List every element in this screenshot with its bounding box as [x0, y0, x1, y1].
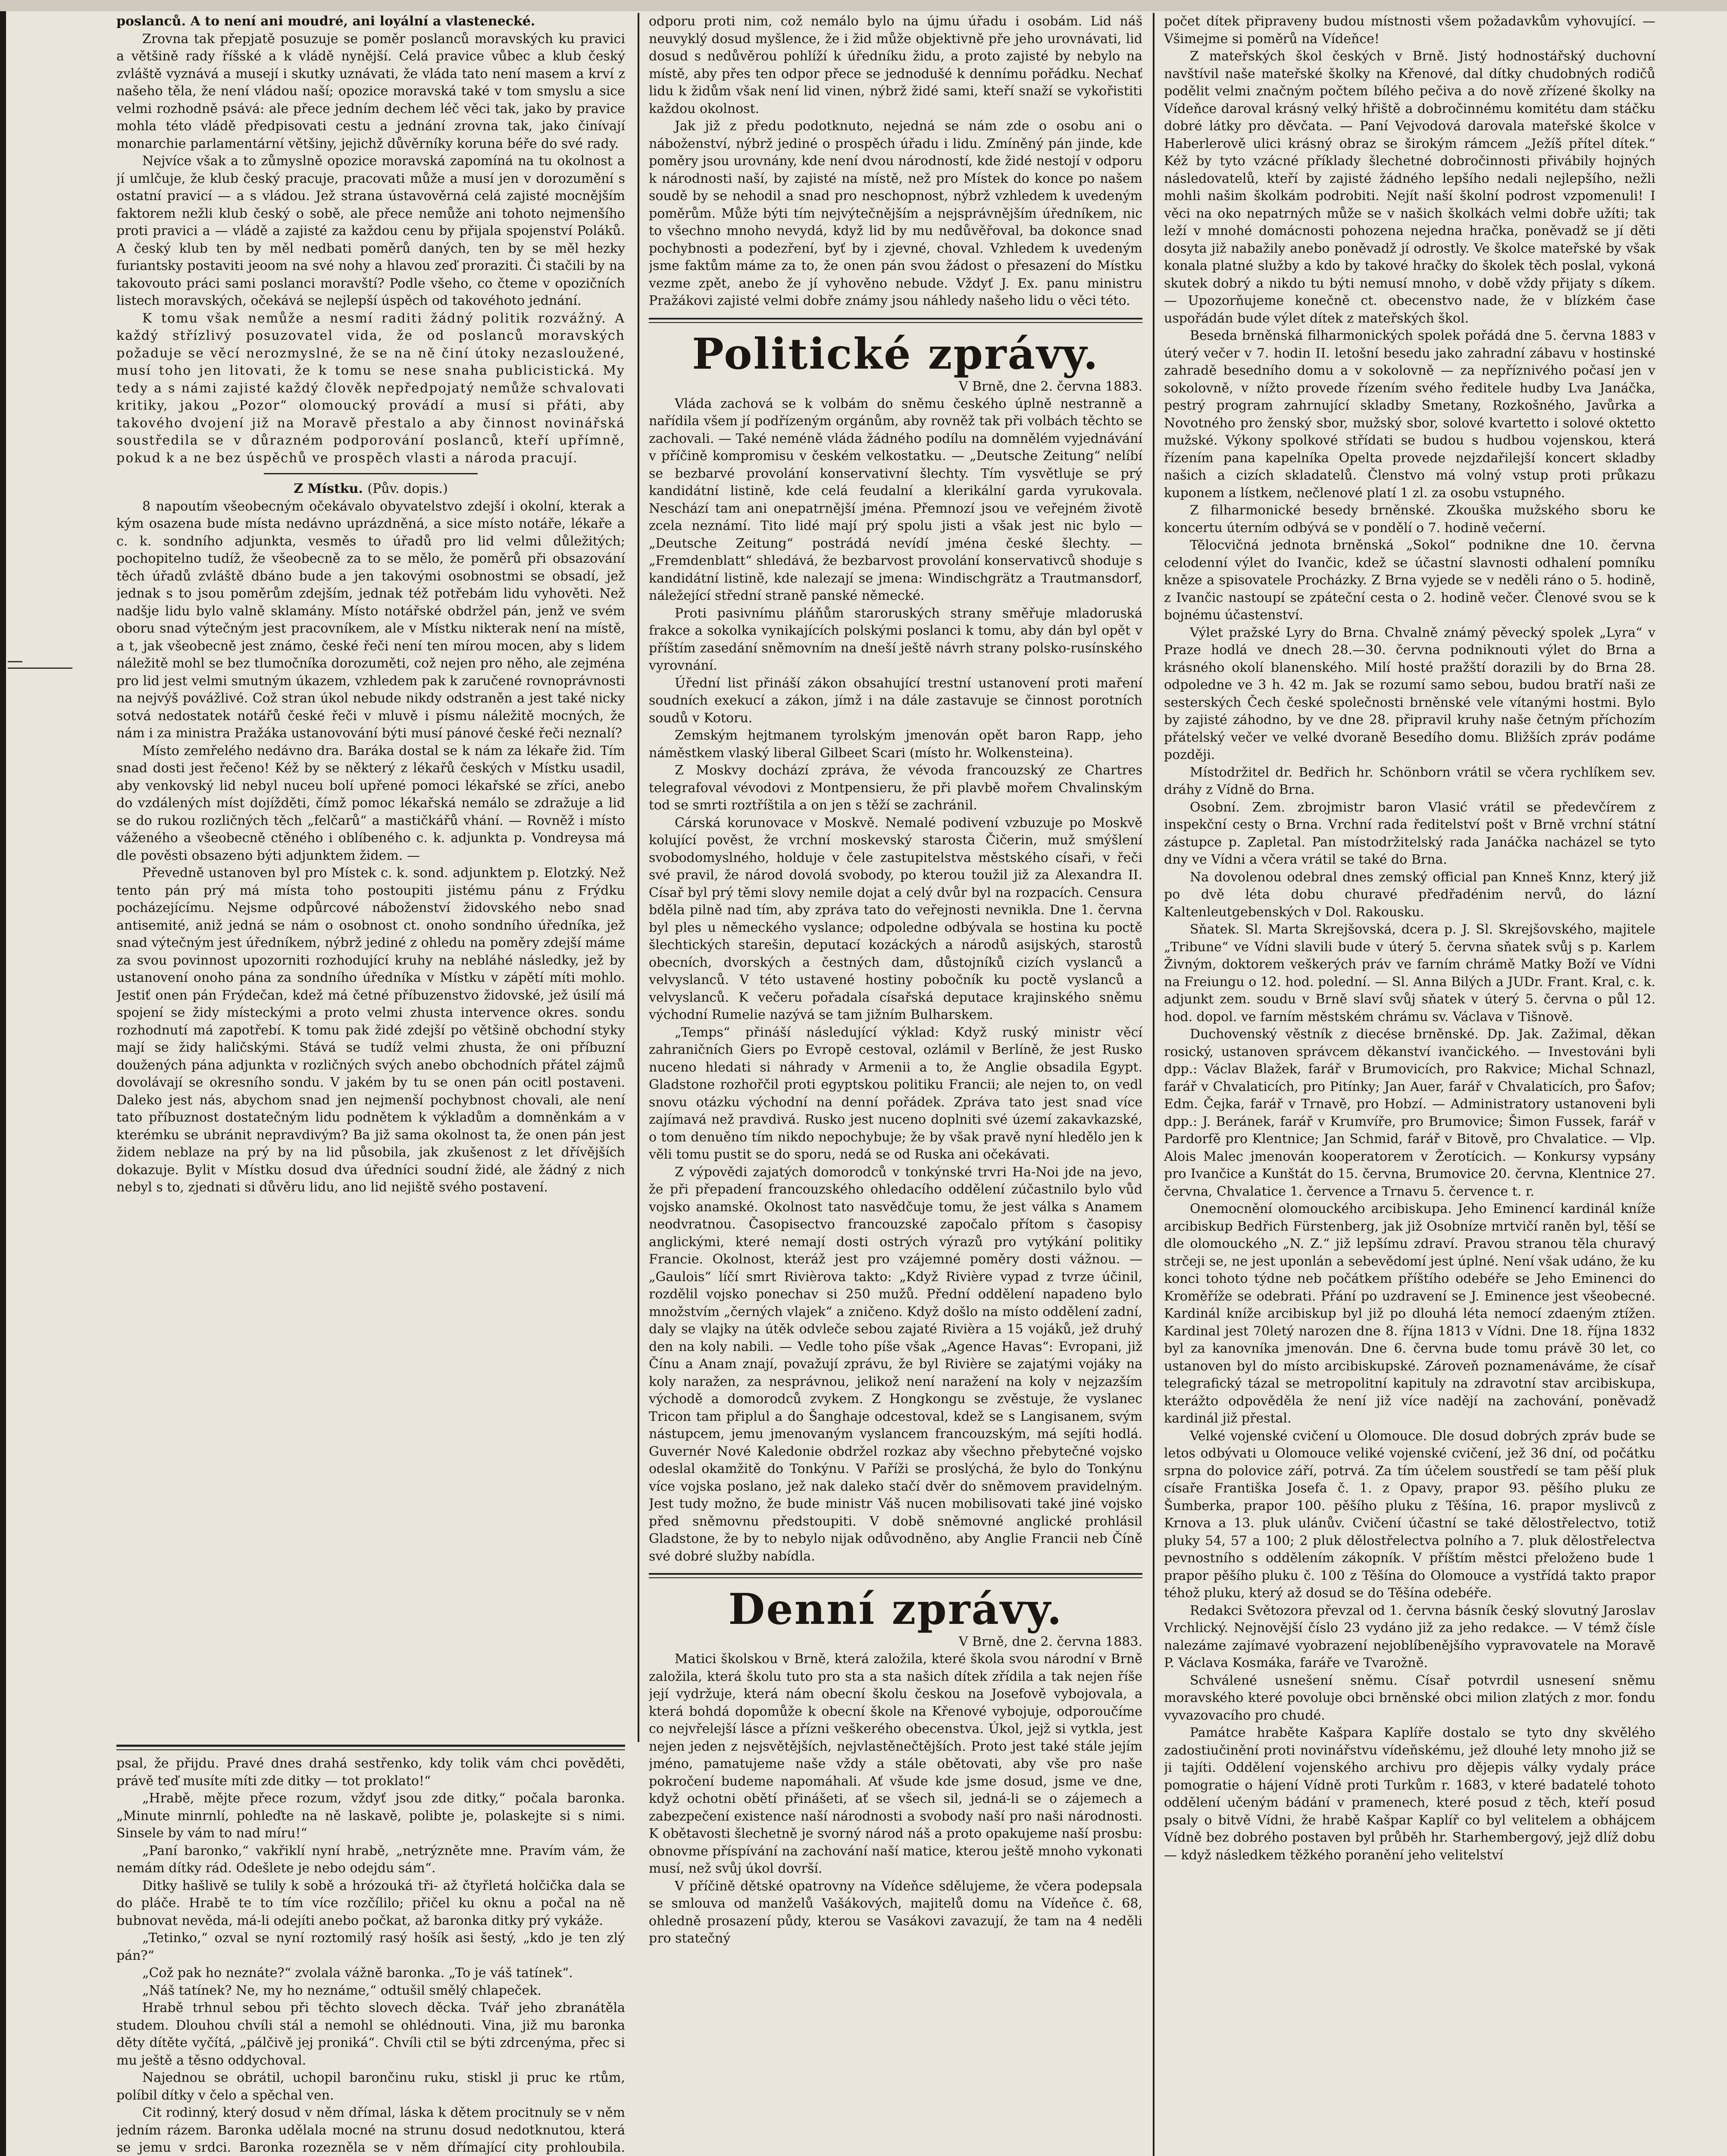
feuilleton-p6: „Což pak ho neznáte?“ zvolala vážně baronka. „To je váš tatínek“.	[142, 1965, 573, 1981]
col3-p9: Na dovolenou odebral dnes zemský official pan Knneš Knnz, který již po dvě léta dobu churavé předřadénim nervů, do lázní Kaltenleutgebenských v Dol. Rakousku.	[1164, 869, 1655, 920]
col2-p2: Jak již z předu podotknuto, nejedná se nám zde o osobu ani o náboženství, nýbrž jediné o prospěch úřadu i lidu. Zmíněný pán jinde, kde poměry jsou urovnány, kde není dvou národností, kde židé nestojí v odporu k národnosti naší, by zajisté na místě, než pro Místek do konce po našem soudě by se nehodil a snad pro neschopnost, nýbrž vzhledem k uvedeným poměrům. Může býti tím nejvýtečnějším a nejsprávnějším úředníkem, nic to všechno mnoho nevydá, když lid by mu nedůvěřoval, ba dokonce snad pochybnosti a podezření, byť by i zjevné, choval. Vzhledem k uvedeným jsme faktům máme za to, že onen pán svou žádost o přesazení do Místku vezme zpět, anebo že jí vyhověno nebude. Vždyť J. Ex. panu ministru Pražákovi zajisté velmi dobře známy jsou náhledy našeho lidu o věci této.	[649, 119, 1142, 308]
col3-p11: Duchovenský věstník z diecése brněnské. Dp. Jak. Zažimal, děkan rosický, ustanoven správcem děkanství ivančického. — Investováni byli dpp.: Václav Blažek, farář v Brumovicích, pro Rakvice; Michal Schnazl, farář v Chvalaticích, pro Pitínky; Jan Auer, farář v Chvalaticích, pro Šafov; Edm. Čejka, farář v Trnavě, pro Hobzí. — Administratory ustanoveni byli dpp.: J. Beránek, farář v Krumvíře, pro Brumovice; Šimon Fussek, farář v Pardorfě pro Klentnice; Jan Schmid, farář v Bitově, pro Chvalatice. — Vlp. Alois Malec jmenován kooperatorem v Žerotícich. — Konkursy vypsány pro Ivančice a Kunštát do 15. června, Brumovice 20. června, Klentnice 27. června, Chvalatice 1. července a Trnavu 5. července t. r.	[1164, 1027, 1655, 1199]
col2-p1: odporu proti nim, což nemálo bylo na újmu úřadu i osobám. Lid náš neuvyklý dosud myšlence, že i žid může objektivně pře jeho urovnávati, lid dosud s nedůvěrou pohlíží k úředníku židu, a proto zajisté by nebylo na místě, aby přes ten odpor přece se jednodušé k dennímu pořádku. Nechať lidu k židům však není lid vinen, nýbrž židé sami, kteří snaží se vykořistiti každou okolnost.	[649, 14, 1142, 116]
dateline-daily: V Brně, dne 2. června 1883.	[958, 1634, 1142, 1649]
col3-p8: Osobní. Zem. zbrojmistr baron Vlasić vrátil se předevčírem z inspekční cesty o Brna. Vrchní rada ředitelství pošt v Brně vrchní státní zástupce p. Zapletal. Pan místodržitelský rada Janáčka nacházel se tyto dny ve Vídni a včera vrátil se také do Brna.	[1164, 799, 1655, 867]
col2-p5: Úřední list přináší zákon obsahující trestní ustanovení proti maření soudních exekucí a zákon, jímž i na dále zastavuje se činnost porotních soudů v Kotoru.	[649, 675, 1142, 726]
column-rule	[1153, 13, 1154, 2156]
feuilleton-column	[116, 1755, 625, 2156]
column-3	[1164, 13, 1655, 2156]
col1-p1: poslanců. A to není ani moudré, ani loyální a vlastenecké.	[116, 14, 535, 29]
section-divider	[649, 1573, 1142, 1578]
feuilleton-p1: psal, že přijdu. Pravé dnes drahá sestřenko, kdy tolik vám chci pověděti, právě teď musíte míti zde ditky — tot proklato!“	[116, 1756, 625, 1789]
col3-p6: Výlet pražské Lyry do Brna. Chvalně známý pěvecký spolek „Lyra“ v Praze hodlá ve dnech 28.—30. června podniknouti výlet do Brna a krásného okolí blanenského. Milí hosté pražští dorazili by do Brna 28. odpoledne ve 3 h. 42 m. Jak se rozumí samo sebou, budou bratří naši ze sesterských Čech české společnosti brněnské vele vítanými hostmi. Bylo by zajisté záhodno, by ve dne 28. připravil kruhy naše četným příchozím přátelský večer ve velké dvoraně Besedího domu. Bližších zpráv podáme později.	[1164, 625, 1655, 762]
feuilleton-rule	[116, 1745, 625, 1750]
col3-p14: Redakci Světozora převzal od 1. června básník český slovutný Jaroslav Vrchlický. Nejnovější číslo 23 vydáno již za jeho redakce. — V témž čísle nalezáme zajímavé vyobrazení nejoblíbenějšího vypravovatele na Moravě P. Václava Kosmáka, faráře ve Tvarožně.	[1164, 1603, 1655, 1670]
top-margin-strip	[0, 0, 1727, 11]
col3-p3: Beseda brněnská filharmonických spolek pořádá dne 5. června 1883 v úterý večer v 7. hodin II. letošní besedu jako zahradní zábavu v hostinské zahradě besedního domu a v sokolovně — za nepříznivého počasí jen v sokolovně, v nížto provede řízením svého ředitele hudby Lva Janáčka, pestrý program zahrnující skladby Smetany, Rozkošného, Javůrka a Novotného pro ženský sbor, mužský sbor, solové kvartetto i solové oktetto mužské. Výkony spolkové střídati se budou s hudbou vojenskou, která řízením pana kapelníka Opelta provede nejzdařilejší koncert skladby našich a cizích skladatelů. Členstvo má volný vstup proti průkazu kuponem a lístkem, nečlenové platí 1 zl. za osobu vstupného.	[1164, 328, 1655, 501]
margin-mark	[8, 661, 22, 662]
col3-p5: Tělocvičná jednota brněnská „Sokol“ podnikne dne 10. června celodenní výlet do Ivančic, kdež se účastní slavnosti odhalení pomníku kněze a spisovatele Procházky. Z Brna vyjede se v neděli ráno o 5. hodině, z Ivančic nastoupí se zpáteční cesta o 2. hodině večer. Členové svou se k bojnému účastenství.	[1164, 538, 1655, 623]
col1-p2: Zrovna tak přepjatě posuzuje se poměr poslanců moravských ku pravici a většině rady říšské a k vládě nynější. Celá pravice vůbec a klub český zvláště vyznává a musejí i skutky uznávati, že vláda tato není masem a krví z našeho těla, že není vládou naší; opozice moravská také v tom smyslu a sice velmi rozhodně psává: ale přece jedním dechem léč věci tak, jako by pravice mohla této vládě předpisovati cestu a jednání zrovna tak, jako činívají monarchie parlamentární většiny, jejichž důvěrníky koruna béře do své rady.	[116, 31, 625, 151]
feuilleton-p8: Hrabě trhnul sebou při těchto slovech děcka. Tvář jeho zbranátěla studem. Dlouhou chvíli stál a nemohl se ohlédnouti. Vina, již mu baronka děty dítěte vyčítá, „pálčivě jej proniká“. Chvíli ctil se býti zdrcenýma, přec si mu ještě a těsno oddychoval.	[116, 2000, 625, 2068]
section-title-text: Z Místku.	[294, 481, 363, 496]
col2-p8: Cárská korunovace v Moskvě. Nemalé podivení vzbuzuje po Moskvě kolující pověst, že vrchní moskevský starosta Čičerin, muž smýšlení svobodomyslného, holduje v čele zastupitelstva městského císaři, v řeči své pravil, že národ dovolá svobody, po kterou toužil již za Alexandra II. Císař byl prý těmi slovy nemile dojat a celý dvůr byl na rozpacích. Censura bděla pilně nad tím, aby zpráva tato do veřejnosti nevnikla. Dne 1. června byl ples u německého vyslance; odpoledne odbývala se hostina ku poctě šlechtických starešin, deputací kozáckých a národů asijských, starostů obecních, dvorských a čestných dam, důstojníků cizích vyslanců a velvyslanců. V této ustavené hostiny pobočník ku poctě vyslanců a velvyslanců. K večeru pořadala císařská deputace krajinského sněmu východní Rumelie nazývá se tam jižním Bulharskem.	[649, 815, 1142, 1022]
feuilleton-p5: „Tetinko,“ ozval se nyní roztomilý rasý hošík asi šestý, „kdo je ten zlý pán?“	[116, 1930, 625, 1963]
section-divider	[649, 318, 1142, 323]
col1-p3: Nejvíce však a to zůmyslně opozice moravská zapomíná na tu okolnost a jí umlčuje, že klub český pracuje, pracovati může a musí jen v dorozumění s ostatní pravicí — a s vládou. Jež strana ústavověrná celá zajisté mocnějším faktorem nežli klub český o sobě, ale přece nemůže ani tohoto nejmenšího proti pravici a — vládě a zajisté za každou cenu by přijala spojenství Poláků. A český klub ten by měl nedbati poměrů daných, ten by se měl hezky furiantsky postaviti jeoom na své nohy a hlavou zeď proraziti. Či stačili by na takovouto práci sami poslanci moravští? Podle všeho, co čteme v opozičních listech moravských, očekává se nejlepší úspěch od takovéhoto jednání.	[116, 154, 625, 308]
section-title-mistek	[116, 480, 625, 498]
col2-p6: Zemským hejtmanem tyrolským jmenován opět baron Rapp, jeho náměstkem vlaský liberal Gilbeet Scari (místo hr. Wolkensteina).	[649, 728, 1142, 761]
col2-p12: V příčině dětské opatrovny na Vídeňce sdělujeme, že včera podepsala se smlouva od manželů Vašákových, majitelů domu na Vídeňce č. 68, ohledně prosazení půdy, kterou se Vasákovi zavazují, že tam na 4 neděli pro statečný	[649, 1878, 1142, 1946]
col3-p10: Sňatek. Sl. Marta Skrejšovská, dcera p. J. Sl. Skrejšovského, majitele „Tribune“ ve Vídni slavili bude v úterý 5. června sňatek svůj s p. Karlem Živným, doktorem veškerých práv ve farním chrámě Matky Boží ve Vídni na Freiungu o 12. hod. polední. — Sl. Anna Bilých a JUDr. Frant. Kral, c. k. adjunkt zem. soudu v Brně slaví svůj sňatek v úterý 5. června o půl 12. hod. dopol. ve farním městském chrámu sv. Václava v Tišnově.	[1164, 922, 1655, 1025]
col1-p5: 8 napoutím všeobecným očekávalo obyvatelstvo zdejší i okolní, kterak a kým osazena bude místa nedávno uprázdněná, a sice místo notáře, lékaře a c. k. sondního adjunkta, vesměs to úřadů pro lid velmi důležitých; pochopitelno tudíž, že všeobecně za to se mělo, že poměrů při obsazování těch úřadů zvláště dbáno bude a jen takovými osobnostmi se obsadí, jež jednak s to jsou poměrům zdejším, jednak též potřebám lidu vyhověti. Než nadšje lidu bylo valně sklamány. Místo notářské obdržel pán, jenž ve svém oboru snad výtečným jest pracovníkem, ale v Místku nikterak není na místě, a t, jak všeobecně jest známo, české řeči není ten mírou mocen, aby s lidem náležitě mohl se bez tlumočníka dorozuměti, což nejen pro něho, ale zejména pro lid jest velmi smutným úkazem, vzhledem pak k zaručené rovnoprávnosti na nejvýš povážlivé. Což stran úkol nebude nikdy odstraněn a jest také nicky sotvá nedostatek notářů české řeči v mluvě i písmu náležitě mocných, že nám i za ministra Pražáka ustanovování býti musí pánové české řeči neznalí?	[116, 498, 625, 741]
col2-p3: Vláda zachová se k volbám do sněmu českého úplně nestranně a nařídila všem jí podřízeným orgánům, aby rovněž tak při volbách těchto se zachovali. — Také neméně vláda žádného podílu na domnělém vyjednávání v příčině kompromisu v českém velkostatku. — „Deutsche Zeitung“ nelíbí se bezbarvé provolání konservativní šlechty. Tím vysvětluje se prý kandidátní listině, kde celá feudalní a klerikální garda vyrukovala. Neschází tam ani onepatrnější jména. Přemnozí jsou ve veřejném životě zcela neznámí. Tito lidé mají prý spolu jisti a však jest nic bylo — „Deutsche Zeitung“ postrádá nevídí jména české šlechty. — „Fremdenblatt“ shledává, že bezbarvost provolání konservativců shoduje s kandidátní listině, kde nalezají se jmena: Windischgrätz a Trautmansdorf, náležející střední straně panské německé.	[649, 396, 1142, 603]
col1-p4: K tomu však nemůže a nesmí raditi žádný politik rozvážný. A každý střízlivý posuzovatel vida, že od poslanců moravských požaduje se věcí nerozmyslné, že se na ně činí útoky nezasloužené, musí toho jen litovati, že k tomu se nese snaha publicistická. My tedy a s námi zajisté každý člověk nepředpojatý nemůže schvalovati kritiky, jakou „Pozor“ olomoucký provádí a musí si přáti, aby takového dvojení již na Moravě přestalo a aby činnost novinářská soustředila se v důrazném podporování poslanců, kteří upřímně, pokud k a ne bez úspěchů ve prospěch vlasti a národa pracují.	[116, 310, 625, 466]
heading-denni-zpravy: Denní zprávy.	[728, 1585, 1063, 1634]
feuilleton-p4: Ditky hašlivě se tulily k sobě a hrózouká tři- až čtyřletá holčička dala se do pláče. Hrabě te to tím více rozčílilo; přičel ku oknu a počal na ně bubnovat nevěda, má-li odejíti anebo počkat, až baronka ditky prý vykáže.	[116, 1878, 625, 1928]
col3-p15: Schválené usnešení sněmu. Císař potvrdil usnesení sněmu moravského které povoluje obci brněnské obci milion zlatých z mor. fondu vyvazovacího pro chudé.	[1164, 1673, 1655, 1723]
section-subtitle: (Pův. dopis.)	[367, 481, 448, 496]
col3-p13: Velké vojenské cvičení u Olomouce. Dle dosud dobrých zpráv bude se letos odbývati u Olomouce veliké vojenské cvičení, jež 36 dní, od počátku srpna do polovice září, potrvá. Za tím účelem soustředí se tam pěší pluk císaře Františka Josefa č. 1. z Opavy, prapor 93. pěšího pluku ze Šumberka, prapor 100. pěšího pluku z Těšína, 16. prapor myslivců z Krnova a 13. pluk ulánův. Cvičení účastní se také dělostřelectvo, totiž pluky 54, 57 a 100; 2 pluk dělostřelectva polního a 7. pluk dělostřelectva pevnostního s oddělením zákopník. V příštím městci přeloženo bude 1 prapor pěšího pluku č. 100 z Těšína do Olomouce a vystřídá takto prapor téhož pluku, který až dosud se do Těšína odebéře.	[1164, 1428, 1655, 1601]
col2-p4: Proti pasivnímu pláňům staroruských strany směřuje mladoruská frakce a sokolka vynikajících polskými poslanci k tomu, aby dán byl opět v příštím zasedání sněmovním na dneší ještě návrh strany polsko-rusínského vyrovnání.	[649, 605, 1142, 673]
col1-p7: Převedně ustanoven byl pro Místek c. k. sond. adjunktem p. Elotzký. Než tento pán prý má místa toho postoupiti jistému pánu z Frýdku pocházejícímu. Nejsme odpůrcové náboženství židovského nebo snad antisemité, aniž jedná se nám o osobnost ct. onoho sondního úředníka, jež snad výtečným jest úředníkem, nýbrž jediné z ohledu na poměry zdejší máme za svou povinnost upozorniti rozhodující kruhy na nebláhé následky, jež by ustanovení onoho pána za sondního úředníka v Místku v zápětí míti mohlo. Jestiť onen pán Frýdečan, kdež má četné příbuzenstvo židovské, jež úsilí má spojení se židy místeckými a proto velmi zhusta intervence okres. sondu rozhodnutí má zapotřebí. K tomu pak židé zdejší po většině obchodní styky mají se židy haličskými. Stává se tudíž velmi zhusta, že oni příbuzní doužených pána adjunkta v rozličných svých anebo obchodních přátel zájmů dovolávají se okresního sondu. V jakém by tu se onen pán ocitl postaveni. Dalekо jest nás, abychom snad jen nejmenší pochybnost chovali, ale není tato příbuznost dostatečným lidu podnětem k výkladům a domněnkám a v kterémku se ubránit nepravdivým? Ba již sama okolnost ta, že onen pán jest židem neblaze na prý by na lid působila, jak zkušenost z let dřívějších dokazuje. Bylit v Místku dosud dva úředníci soudní židé, ale žádný z nich nebyl s to, zjednati si důvěru lidu, ano lid nejiště svého postavení.	[116, 865, 625, 1195]
column-rule	[638, 13, 639, 1742]
col2-p10: Z výpovědi zajatých domorodců v tonkýnské trvri Ha-Noi jde na jevo, že při přepadení francouzského ohledacího oddělení zúčastnilo bylo vůd vojsko anamské. Okolnost tato nasvědčuje tomu, že jest válka s Anamem neodvratnou. Časopisectvo francouzské započalo přítom s časopisy anglickými, které nemají dosti ostrých výrazů pro vytýkání politiky Francie. Okolnost, kteráž jest pro vzájemné poměry dosti vážnou. — „Gaulois“ líčí smrt Rivièrova takto: „Když Rivière vypad z tvrze účinil, rozdělil vojsko ponechav si 250 mužů. Přední oddělení napadeno bylo množstvím „černých vlajek“ a zničeno. Když došlo na místo oddělení zadní, daly se vlajky na útěk odvleče sebou zajaté Rivièra a 15 vojáků, jež druhý den na koly nabili. — Vedle toho píše však „Agence Havas“: Evropani, již Čínu a Anam znají, považují zprávu, že byl Rivière se zajatými vojáky na koly naražen, za nesprávnou, jelikož není naražení na koly v nejzazším východě a domorodců zvykem. Z Hongkongu se zvěstuje, že vyslanec Tricon tam připlul a do Šanghaje odcestoval, kdež se s Langisanem, svým nástupcem, jemu jmenovaným vyslancem francouzským, má sejíti hodlá. Guvernér Nové Kaledonie obdržel rozkaz aby všechno přebytečné vojsko odeslal okamžitě do Tonkýnu. V Paříži se proslýchá, že bylo do Tonkýnu více vojska poslano, jež nak daleko stačí dvěr do sněmovem pravidelným. Jest tudy možno, že bude ministr Váš nucen mobilisovati také jiné vojsko před sněmovnu předstoupiti. V době sněmovné anglické prohlásil Gladstone, že by to nebylo nijak odůvodněno, aby Anglie Francii neb Číně své dobré služby nabídla.	[649, 1164, 1142, 1564]
col1-p6: Místo zemřelého nedávno dra. Baráka dostal se k nám za lékaře žid. Tím snad dosti jest řečeno! Kéž by se některý z lékařů českých v Místku usadil, aby venkovský lid nebyl nuceu bolí upřené pomoci lékařské se zříci, anebo do vzdálených míst dojížděti, čímž pomoc lékařská nemálo se zdražuje a lid se do rukou rozličných těch „felčarů“ a mastičkářů vhání. — Rovněž i místo váženého a všeobecně ctěného i oblíbeného c. k. adjunkta p. Vondreysa má dle pověsti obsazeno býti adjunktem židem. —	[116, 743, 625, 863]
section-divider	[264, 473, 478, 474]
feuilleton-p7: „Náš tatínek? Ne, my ho neznáme,“ odtušil smělý chlapeček.	[142, 1983, 541, 1998]
column-2	[649, 13, 1142, 2156]
page-edge-shadow	[0, 0, 6, 2156]
feuilleton-p2: „Hrabě, mějte přece rozum, vždyť jsou zde ditky,“ počala baronka. „Minute minrnlí, pohleďte na ně laskavě, polibte je, polaskejte si s nimi. Sinsele by vám to nad míru!“	[116, 1791, 625, 1841]
col3-p4: Z filharmonické besedy brněnské. Zkouška mužského sboru ke koncertu úterním odbývá se v pondělí o 7. hodině večerní.	[1164, 503, 1655, 536]
col2-p9: „Temps“ přináší následující výklad: Když ruský ministr věcí zahraničních Giers po Evropě cestoval, ozlámil v Berlíně, že jest Rusko nucenо hledati si náhrady v Armenii a to, že Anglie obsadila Egypt. Gladstone rozhořčil proti egyptskou politiku Francii; ale nejen to, on vedl snovu otázku východní na denní pořádek. Zpráva tato jest snad více zajímavá než pravdivá. Rusko jest nucenо doplniti své území zakavkazské, o tom denuěno tím nikdo nepochybuje; že by však pravě nyní hledělo jen k věli tomu pustit se do sporu, nedá se od Ruska ani očekávati.	[649, 1025, 1142, 1162]
col3-p16: Památce hraběte Kašpara Kaplíře dostalo se tyto dny skvělého zadostiučinění proti novinářstvu vídeňskému, jež dlouhé lety mnoho již se ji tajíti. Oddělení vojenského archivu pro dějepis války vydaly práce pomogratie o hájení Vídně proti Turkům r. 1683, v které badatelé tohoto oddělení učeným bádání v pramenech, které posud z těch, kteří posud psaly o bitvě Vídni, že hrabě Kašpar Kaplíř co byl velitelem a obhájcem Vídně bez dobrého postaven byl průběh hr. Starhembergový, jejž dlíž dobu — když následkem těžkého poranění jeho velitelství	[1164, 1725, 1655, 1863]
col3-p2: Z mateřských škol českých v Brně. Jistý hodnostářský duchovní navštívil naše mateřské školky na Křenové, dal dítky chudobných rodičů podělit velmi značným počtem bílého pečiva a do nově zřízené školky na Vídeňce daroval krásný velký hřiště a dobročinnému komitétu dam stáčku dobré látky pro děvčata. — Paní Vejvodová darovala mateřské školce v Haberlerově ulici krásný obraz se širokým rámcem „Ježíš přítel dítek.“ Kéž by tyto vzácné příklady šlechetné dobročinnosti přivábily hojných následovatelů, kteří by zajisté žádného lepšího nedali nejlepšího, nežli mohli našim školkám podrobiti. Nejít naší školní podrost vzpomenuli! I věci na oko nepatrných může se v našich školkách velmi dobře užíti; tak leží v mnohé domácnosti pohozena nejedna hračka, poněvadž se jí děti dosyta již nabažily anebo poněvadž jí odrostly. Ve školce mateřské by však konala platné služby a kdo by takové hračky do školek těch poslal, vykoná skutek dobrý a nikdo tu býti nemusí mnoho, v době vždy přijaty s díkem. — Upozorňujeme konečně ct. obecenstvo nade, že v blízkém čase uspořádán bude výlet dítek z mateřských škol.	[1164, 49, 1655, 326]
feuilleton-p3: „Paní baronko,“ vakřiklí nyní hrabě, „netrýzněte mne. Pravím vám, že nemám dítky rád. Odešlete je nebo odejdu sám“.	[116, 1843, 625, 1876]
feuilleton-p9: Najednou se obrátil, uchopil barončinu ruku, stiskl ji pruc ke rtům, políbil dítky v čelo a spěchal ven.	[116, 2070, 625, 2103]
feuilleton-p10: Cit rodinný, který dosud v něm dřímal, láska k dětem procitnuly se v něm jedním rázem. Baronka udělala mocné na strunu dosud nedotknutou, která se jemu v srdci. Baronka rozezněla se v něm dřímající city prohloubila.	[116, 2105, 625, 2155]
dateline-political: V Brně, dne 2. června 1883.	[958, 379, 1142, 394]
col3-p1: počet dítek připraveny budou místnosti všem požadavkům vyhovující. — Všimejme si poměrů na Vídeňce!	[1164, 14, 1655, 47]
column-1	[116, 13, 625, 1742]
heading-politicke-zpravy: Politické zprávy.	[692, 329, 1099, 379]
col3-p7: Místodržitel dr. Bedřich hr. Schönborn vrátil se včera rychlíkem sev. dráhy z Vídně do Brna.	[1164, 765, 1655, 797]
col2-p11: Matici školskou v Brně, která založila, které škola svou národní v Brně založila, která školu tuto pro sta a sta našich dítek zřídila a tak nejen říše její vydržuje, která nám obecní školu českou na Josefově vybojovala, a která bohdá dopomůže k obecní škole na Křenové vybojuje, odporoučíme co nejvřelejší lásce a přízni veškerého obecenstva. Úkol, jejž si vytkla, jest nejen jeden z nejsvětějších, nejvlastěnečtějších. Proto jest také stále jejím jméno, pamatujeme naše vždy a stále obětovati, aby vše pro naše pokročení budeme napomáhali. Ať všude kde jsme dosud, jsme ve dne, když ochotni obětí přinášeti, ať se všech sil, jedná-li se o zájemech a zabezpečení existence naší národnosti a svobody naší pro naši národnosti. K obětavosti šlechetně je svorný národ náš a proto opakujeme naší prosbu: obnovme příspívání na zachování naší matice, kterou ještě mnoho vykonati musí, než svůj úkol dovrší.	[649, 1651, 1142, 1876]
col2-p7: Z Moskvy dochází zpráva, že vévoda francouzský ze Chartres telegrafoval vévodovi z Montpensieru, že při plavbě mořem Chvalinským tod se smrti roztříštila a on jen s těží se zachránil.	[649, 763, 1142, 813]
margin-mark	[8, 667, 72, 669]
col3-p12: Onemocnění olomouckého arcibiskupa. Jeho Eminencí kardinál kníže arcibiskup Bedřich Fürstenberg, jak již Osobníze mrtvičí raněn byl, těší se dle olomouckého „N. Z.“ již lepšímu zdraví. Pravou stranou těla churavý strčeji se, ne jest uponlán a sebevědomí jest úplné. Není však udáno, že ku konci tohoto týdne neb počátkem příštího odebéře se Jeho Eminenci do Kroměříže se odebrati. Přání po uzdravení se J. Eminence jest všeobecné. Kardinál kníže arcibiskup byl již po dlouhá léta nemocí zdaeným ztížen. Kardinal jest 70letý narozen dne 8. října 1813 v Vídni. Dne 18. října 1832 byl za kanovníka jmenován. Dne 6. června bude tomu právě 30 let, co ustanoven byl do místo arcibiskupské. Zároveň poznamenáváme, že císař telegrafický tázal se metropolitní kapituly na zdravotní stav arcibiskupa, kterážto odpověděla že není již více nadějí na zachování, poněvadž kardinál již přestal.	[1164, 1201, 1655, 1426]
